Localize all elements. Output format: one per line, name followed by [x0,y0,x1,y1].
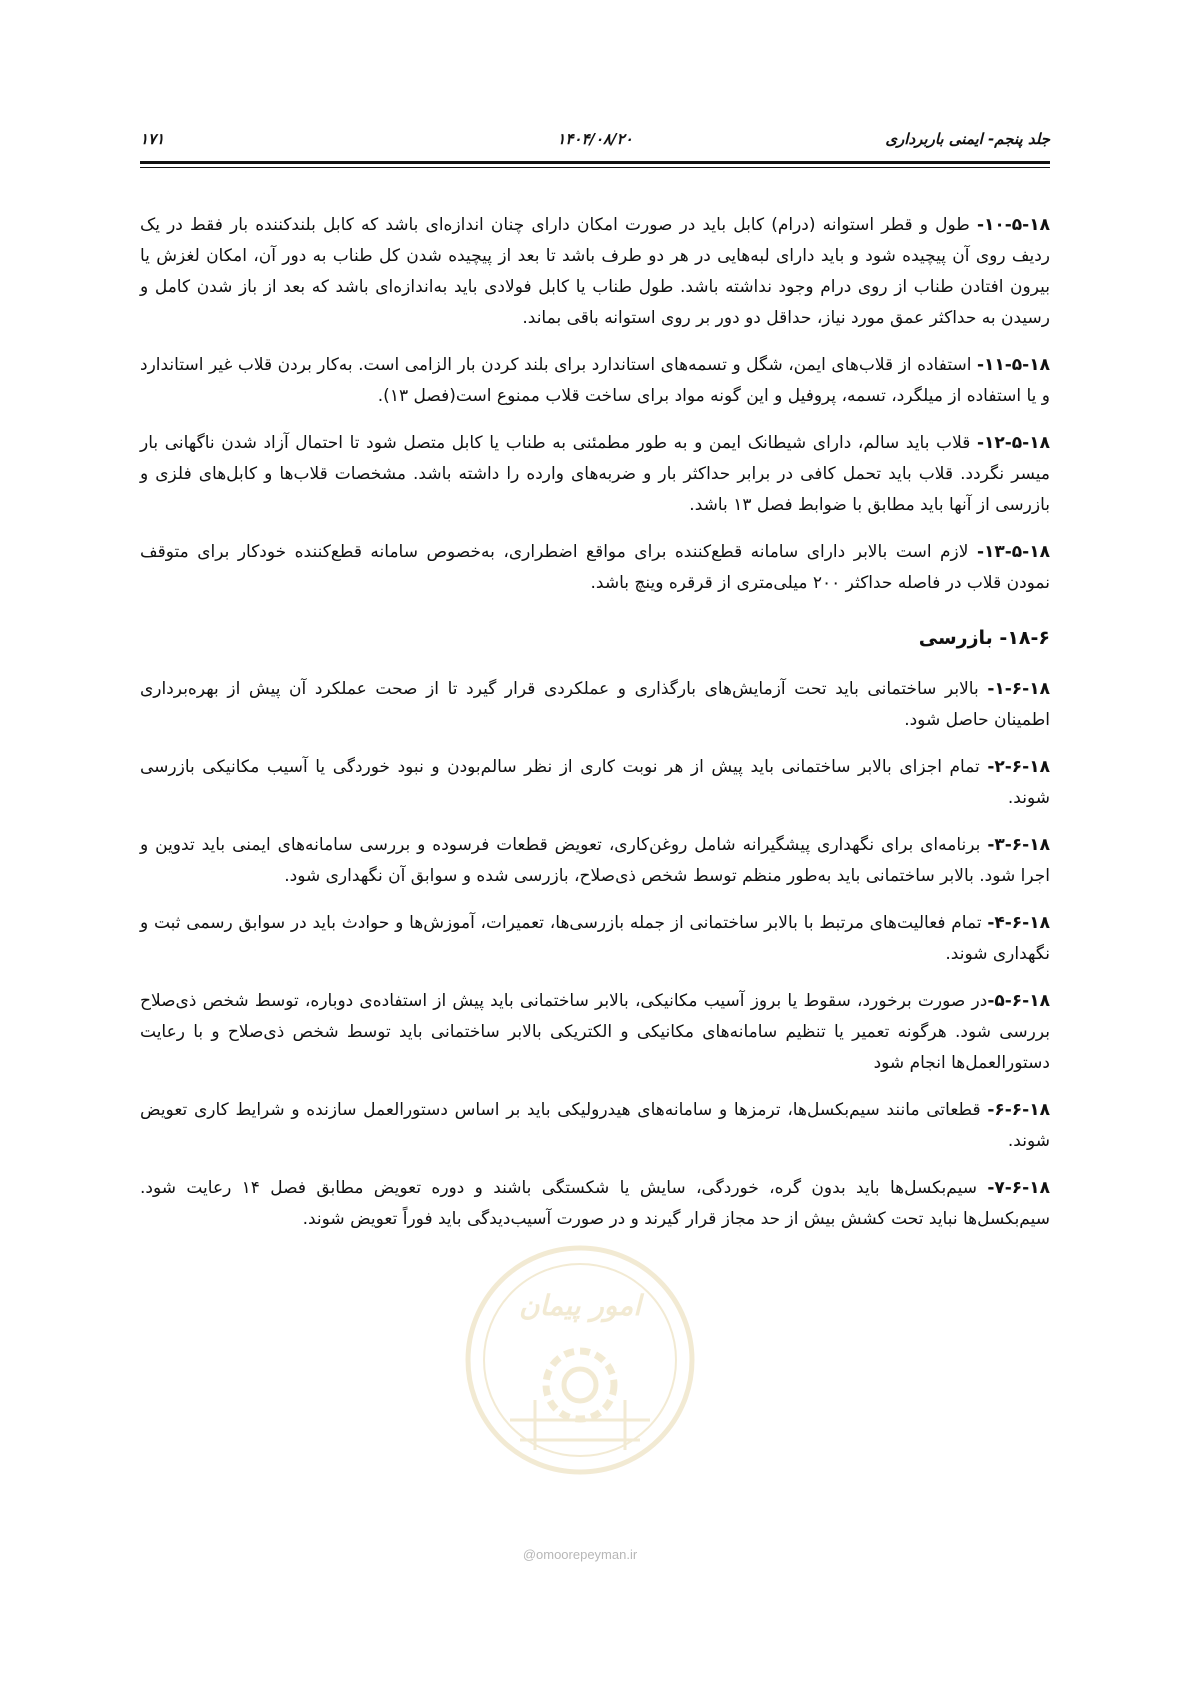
clause-number: ۱-۶-۱۸- [987,679,1050,699]
clause-text: تمام فعالیت‌های مرتبط با بالابر ساختمانی از جمله بازرسی‌ها، تعمیرات، آموزش‌ها و حوادث باید در سوابق رسمی ثبت و نگهداری شوند. [140,913,1050,964]
watermark-url: @omoorepeyman.ir [522,1547,638,1562]
header-rule-thick [140,161,1050,164]
clause-text: استفاده از قلاب‌های ایمن، شگل و تسمه‌های استاندارد برای بلند کردن بار الزامی است. به‌کار بردن قلاب غیر استاندارد و یا استفاده از میلگرد، تسمه، پروفیل و این گونه مواد برای ساخت قلاب ممنوع است(فصل ۱۳). [140,355,1050,406]
clause-text: بالابر ساختمانی باید تحت آزمایش‌های بارگذاری و عملکردی قرار گیرد تا از صحت عملکرد آن پیش از بهره‌برداری اطمینان حاصل شود. [140,679,1050,730]
clause-text: قطعاتی مانند سیم‌بکسل‌ها، ترمزها و سامانه‌های هیدرولیکی باید بر اساس دستورالعمل سازنده و شرایط کاری تعویض شوند. [140,1100,1050,1151]
paragraph-13-5-18 [140,537,1050,599]
page-number: ۱۷۱ [140,130,165,148]
header-date: ۱۴۰۴/۰۸/۲۰ [557,130,633,148]
clause-text: در صورت برخورد، سقوط یا بروز آسیب مکانیکی، بالابر ساختمانی باید پیش از استفاده‌ی دوباره، توسط شخص ذی‌صلاح بررسی شود. هرگونه تعمیر یا تنظیم سامانه‌های مکانیکی و الکتریکی بالابر ساختمانی باید توسط شخص ذی‌صلاح و با رعایت دستورالعمل‌ها انجام شود [140,991,1050,1073]
clause-number: ۳-۶-۱۸- [987,835,1050,855]
paragraph-5-6-18 [140,986,1050,1079]
clause-number: ۱۳-۵-۱۸- [976,542,1050,562]
paragraph-2-6-18 [140,752,1050,814]
clause-text: لازم است بالابر دارای سامانه قطع‌کننده برای مواقع اضطراری، به‌خصوص سامانه قطع‌کننده خودکار برای متوقف نمودن قلاب در فاصله حداکثر ۲۰۰ میلی‌متری از قرقره وینچ باشد. [140,542,1050,593]
paragraph-10-5-18 [140,210,1050,334]
clause-number: ۷-۶-۱۸- [987,1178,1050,1198]
clause-number: ۱۲-۵-۱۸- [976,433,1050,453]
watermark-logo-icon [455,1235,705,1485]
paragraph-11-5-18 [140,350,1050,412]
clause-text: برنامه‌ای برای نگهداری پیشگیرانه شامل روغن‌کاری، تعویض قطعات فرسوده و بررسی سامانه‌های ایمنی باید تدوین و اجرا شود. بالابر ساختمانی باید به‌طور منظم توسط شخص ذی‌صلاح، بازرسی شده و سوابق آن نگهداری شود. [140,835,1050,886]
paragraph-4-6-18 [140,908,1050,970]
clause-text: قلاب باید سالم، دارای شیطانک ایمن و به طور مطمئنی به طناب یا کابل متصل شود تا احتمال آزاد شدن ناگهانی بار میسر نگردد. قلاب باید تحمل کافی در برابر حداکثر بار و ضربه‌های وارده را داشته باشد. مشخصات قلاب‌ها و کابل‌های فلزی و بازرسی از آنها باید مطابق با ضوابط فصل ۱۳ باشد. [140,433,1050,515]
clause-text: طول و قطر استوانه (درام) کابل باید در صورت امکان دارای چنان اندازه‌ای باشد که کابل بلندکننده بار فقط در یک ردیف روی آن پیچیده شود و باید دارای لبه‌هایی در هر دو طرف باشد تا بعد از پیچیده شدن کل طناب به دور آن، امکان لغزش یا بیرون افتادن طناب از روی درام وجود نداشته باشد. طول طناب یا کابل فولادی باید به‌اندازه‌ای باشد که بعد از باز شدن کامل و رسیدن به حداکثر عمق مورد نیاز، حداقل دو دور بر روی استوانه باقی بماند. [140,215,1050,328]
clause-number: ۱۱-۵-۱۸- [976,355,1050,375]
header-title: جلد پنجم- ایمنی باربرداری [885,130,1050,148]
clause-number: ۲-۶-۱۸- [987,757,1050,777]
page-content [140,210,1050,1251]
header-rule-thin [140,167,1050,168]
clause-number: ۱۰-۵-۱۸- [976,215,1050,235]
paragraph-12-5-18 [140,428,1050,521]
paragraph-1-6-18 [140,674,1050,736]
clause-number: ۶-۶-۱۸- [987,1100,1050,1120]
clause-number: ۵-۶-۱۸- [987,991,1050,1011]
paragraph-7-6-18 [140,1173,1050,1235]
clause-text: تمام اجزای بالابر ساختمانی باید پیش از هر نوبت کاری از نظر سالم‌بودن و نبود خوردگی یا آسیب مکانیکی بازرسی شوند. [140,757,1050,808]
clause-number: ۴-۶-۱۸- [987,913,1050,933]
paragraph-3-6-18 [140,830,1050,892]
page-header [140,130,1050,152]
paragraph-6-6-18 [140,1095,1050,1157]
clause-text: سیم‌بکسل‌ها باید بدون گره، خوردگی، سایش یا شکستگی باشند و دوره تعویض مطابق فصل ۱۴ رعایت شود. سیم‌بکسل‌ها نباید تحت کشش بیش از حد مجاز قرار گیرند و در صورت آسیب‌دیدگی باید فوراً تعویض شوند. [140,1178,1050,1229]
section-heading: ۱۸-۶- بازرسی [918,627,1050,649]
watermark-logo-text: امور پیمان [518,1289,642,1322]
